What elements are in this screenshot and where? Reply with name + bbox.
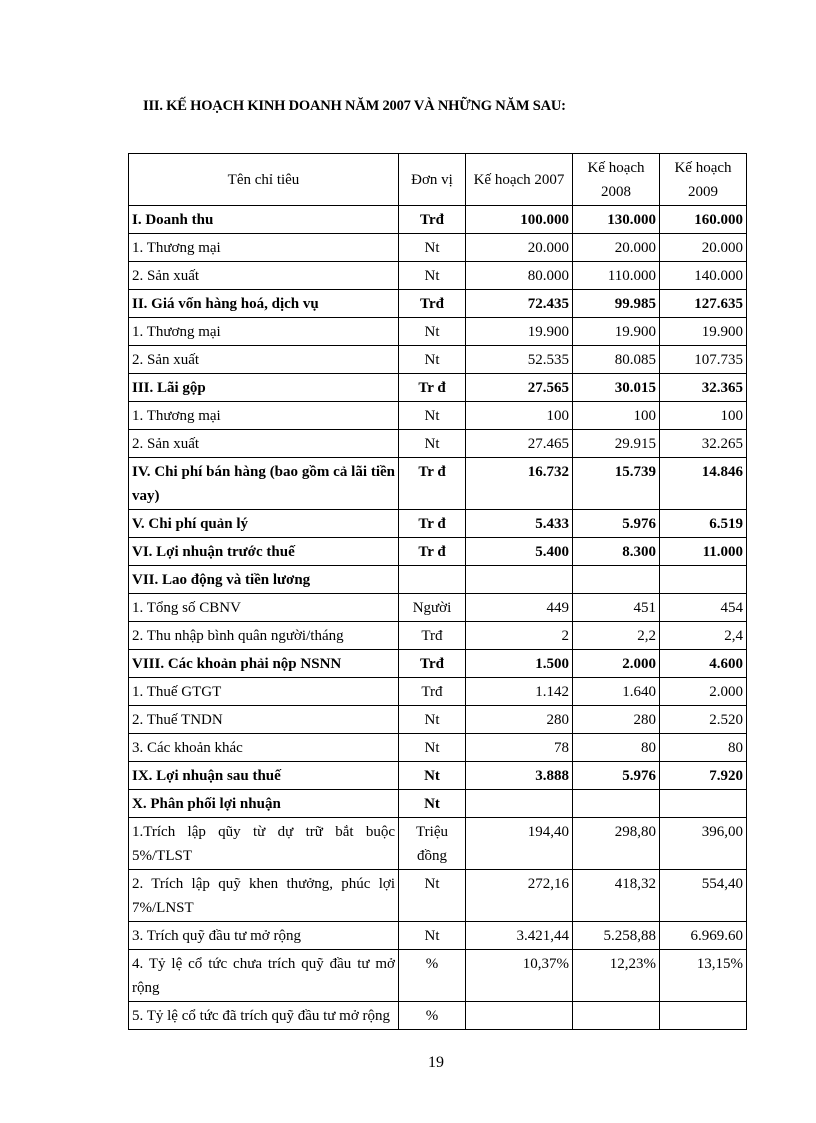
row-unit: Nt (399, 402, 466, 430)
row-value-2009 (660, 1002, 747, 1030)
row-value-2008: 2,2 (573, 622, 660, 650)
row-value-2009: 11.000 (660, 538, 747, 566)
row-value-2009: 2.000 (660, 678, 747, 706)
row-unit: Trđ (399, 622, 466, 650)
row-value-2008: 100 (573, 402, 660, 430)
row-unit: Nt (399, 790, 466, 818)
row-value-2008: 110.000 (573, 262, 660, 290)
row-name: 4. Tỷ lệ cổ tức chưa trích quỹ đầu tư mở rộng (129, 950, 399, 1002)
row-value-2007: 272,16 (466, 870, 573, 922)
row-value-2008: 2.000 (573, 650, 660, 678)
row-value-2007: 2 (466, 622, 573, 650)
row-value-2008: 80 (573, 734, 660, 762)
row-unit: % (399, 950, 466, 1002)
row-value-2009: 554,40 (660, 870, 747, 922)
section-heading: III. KẾ HOẠCH KINH DOANH NĂM 2007 VÀ NHỮNG NĂM SAU: (143, 98, 566, 114)
row-value-2007: 16.732 (466, 458, 573, 510)
row-value-2008: 5.976 (573, 510, 660, 538)
table-row (129, 262, 747, 290)
row-name: 2. Thu nhập bình quân người/tháng (129, 622, 399, 650)
row-value-2009: 2,4 (660, 622, 747, 650)
table-row (129, 374, 747, 402)
row-name: 1. Thương mại (129, 318, 399, 346)
row-unit: Tr đ (399, 510, 466, 538)
table-row (129, 510, 747, 538)
row-value-2007 (466, 790, 573, 818)
table-row (129, 950, 747, 1002)
row-name: X. Phân phối lợi nhuận (129, 790, 399, 818)
row-unit: Tr đ (399, 538, 466, 566)
row-value-2007: 52.535 (466, 346, 573, 374)
row-unit: Nt (399, 430, 466, 458)
row-name: IV. Chi phí bán hàng (bao gồm cả lãi tiền vay) (129, 458, 399, 510)
row-unit: Nt (399, 318, 466, 346)
row-value-2008 (573, 1002, 660, 1030)
table-row (129, 458, 747, 510)
table-row (129, 206, 747, 234)
table-row (129, 346, 747, 374)
row-name: 2. Sản xuất (129, 430, 399, 458)
row-value-2008: 5.258,88 (573, 922, 660, 950)
row-value-2007: 100.000 (466, 206, 573, 234)
row-value-2007: 449 (466, 594, 573, 622)
row-value-2009: 32.365 (660, 374, 747, 402)
row-value-2009: 80 (660, 734, 747, 762)
row-value-2009 (660, 790, 747, 818)
row-value-2008: 280 (573, 706, 660, 734)
row-value-2008: 451 (573, 594, 660, 622)
row-value-2007: 3.421,44 (466, 922, 573, 950)
row-unit: Nt (399, 706, 466, 734)
row-value-2007: 1.500 (466, 650, 573, 678)
row-unit: Nt (399, 762, 466, 790)
row-value-2009: 160.000 (660, 206, 747, 234)
row-value-2007: 27.565 (466, 374, 573, 402)
row-name: 1. Thương mại (129, 234, 399, 262)
row-value-2008: 5.976 (573, 762, 660, 790)
row-value-2008: 298,80 (573, 818, 660, 870)
row-unit: Trđ (399, 650, 466, 678)
row-name: VII. Lao động và tiền lương (129, 566, 399, 594)
table-row (129, 922, 747, 950)
row-name: VIII. Các khoản phải nộp NSNN (129, 650, 399, 678)
row-name: 2. Sản xuất (129, 346, 399, 374)
row-unit: Tr đ (399, 374, 466, 402)
business-plan-table (128, 153, 747, 1030)
table-row (129, 622, 747, 650)
row-value-2008: 20.000 (573, 234, 660, 262)
row-unit: Nt (399, 922, 466, 950)
table-row (129, 818, 747, 870)
row-value-2009: 14.846 (660, 458, 747, 510)
row-value-2009: 100 (660, 402, 747, 430)
row-value-2009: 140.000 (660, 262, 747, 290)
row-value-2007: 72.435 (466, 290, 573, 318)
row-unit: Tr đ (399, 458, 466, 510)
row-value-2008: 418,32 (573, 870, 660, 922)
row-name: 2. Sản xuất (129, 262, 399, 290)
row-unit: % (399, 1002, 466, 1030)
table-row (129, 790, 747, 818)
row-value-2009: 32.265 (660, 430, 747, 458)
header-plan-2009: Kế hoạch 2009 (660, 154, 747, 206)
table-row (129, 402, 747, 430)
row-unit: Triệu đồng (399, 818, 466, 870)
row-value-2008: 15.739 (573, 458, 660, 510)
row-name: I. Doanh thu (129, 206, 399, 234)
header-plan-2007: Kế hoạch 2007 (466, 154, 573, 206)
row-value-2008 (573, 566, 660, 594)
row-name: 2. Thuế TNDN (129, 706, 399, 734)
row-name: 2. Trích lập quỹ khen thưởng, phúc lợi 7%/LNST (129, 870, 399, 922)
row-value-2008: 130.000 (573, 206, 660, 234)
row-value-2007: 19.900 (466, 318, 573, 346)
row-value-2009: 13,15% (660, 950, 747, 1002)
row-unit: Trđ (399, 678, 466, 706)
table-row (129, 762, 747, 790)
page-number: 19 (428, 1054, 444, 1071)
table-row (129, 566, 747, 594)
table-row (129, 290, 747, 318)
row-value-2007: 100 (466, 402, 573, 430)
row-unit: Nt (399, 346, 466, 374)
row-value-2007: 280 (466, 706, 573, 734)
table-row (129, 318, 747, 346)
row-value-2009: 127.635 (660, 290, 747, 318)
row-name: II. Giá vốn hàng hoá, dịch vụ (129, 290, 399, 318)
row-unit (399, 566, 466, 594)
row-value-2009: 4.600 (660, 650, 747, 678)
row-value-2007: 194,40 (466, 818, 573, 870)
table-row (129, 538, 747, 566)
header-indicator-name: Tên chỉ tiêu (129, 154, 399, 206)
row-value-2008: 80.085 (573, 346, 660, 374)
table-row (129, 650, 747, 678)
row-unit: Nt (399, 234, 466, 262)
table-row (129, 1002, 747, 1030)
table-row (129, 430, 747, 458)
row-name: 1. Thuế GTGT (129, 678, 399, 706)
row-value-2009: 396,00 (660, 818, 747, 870)
row-unit: Trđ (399, 206, 466, 234)
row-value-2007: 78 (466, 734, 573, 762)
row-value-2008: 30.015 (573, 374, 660, 402)
row-value-2009: 2.520 (660, 706, 747, 734)
table-row (129, 870, 747, 922)
row-value-2007: 80.000 (466, 262, 573, 290)
row-value-2008: 99.985 (573, 290, 660, 318)
row-name: 1.Trích lập qũy từ dự trữ bắt buộc 5%/TLST (129, 818, 399, 870)
table-row (129, 234, 747, 262)
row-value-2007 (466, 1002, 573, 1030)
row-value-2007 (466, 566, 573, 594)
row-unit: Trđ (399, 290, 466, 318)
row-name: 5. Tỷ lệ cổ tức đã trích quỹ đầu tư mở rộng (129, 1002, 399, 1030)
table-header-row (129, 154, 747, 206)
row-value-2007: 10,37% (466, 950, 573, 1002)
row-value-2008: 19.900 (573, 318, 660, 346)
row-unit: Nt (399, 262, 466, 290)
row-unit: Nt (399, 870, 466, 922)
row-value-2009: 19.900 (660, 318, 747, 346)
row-value-2009: 20.000 (660, 234, 747, 262)
row-value-2008: 8.300 (573, 538, 660, 566)
table-row (129, 734, 747, 762)
row-value-2008 (573, 790, 660, 818)
row-value-2007: 5.433 (466, 510, 573, 538)
row-name: 3. Trích quỹ đầu tư mở rộng (129, 922, 399, 950)
row-value-2007: 20.000 (466, 234, 573, 262)
row-name: 1. Tổng số CBNV (129, 594, 399, 622)
row-name: IX. Lợi nhuận sau thuế (129, 762, 399, 790)
row-value-2008: 12,23% (573, 950, 660, 1002)
row-value-2009: 7.920 (660, 762, 747, 790)
row-value-2008: 29.915 (573, 430, 660, 458)
row-value-2007: 1.142 (466, 678, 573, 706)
row-value-2009 (660, 566, 747, 594)
row-name: V. Chi phí quản lý (129, 510, 399, 538)
row-name: VI. Lợi nhuận trước thuế (129, 538, 399, 566)
table-row (129, 594, 747, 622)
header-unit: Đơn vị (399, 154, 466, 206)
row-value-2007: 27.465 (466, 430, 573, 458)
row-value-2007: 3.888 (466, 762, 573, 790)
row-value-2009: 6.519 (660, 510, 747, 538)
header-plan-2008: Kế hoạch 2008 (573, 154, 660, 206)
row-value-2009: 6.969.60 (660, 922, 747, 950)
table-row (129, 706, 747, 734)
row-name: 3. Các khoản khác (129, 734, 399, 762)
row-name: 1. Thương mại (129, 402, 399, 430)
row-unit: Người (399, 594, 466, 622)
row-unit: Nt (399, 734, 466, 762)
row-value-2009: 454 (660, 594, 747, 622)
row-name: III. Lãi gộp (129, 374, 399, 402)
row-value-2007: 5.400 (466, 538, 573, 566)
row-value-2008: 1.640 (573, 678, 660, 706)
row-value-2009: 107.735 (660, 346, 747, 374)
table-row (129, 678, 747, 706)
